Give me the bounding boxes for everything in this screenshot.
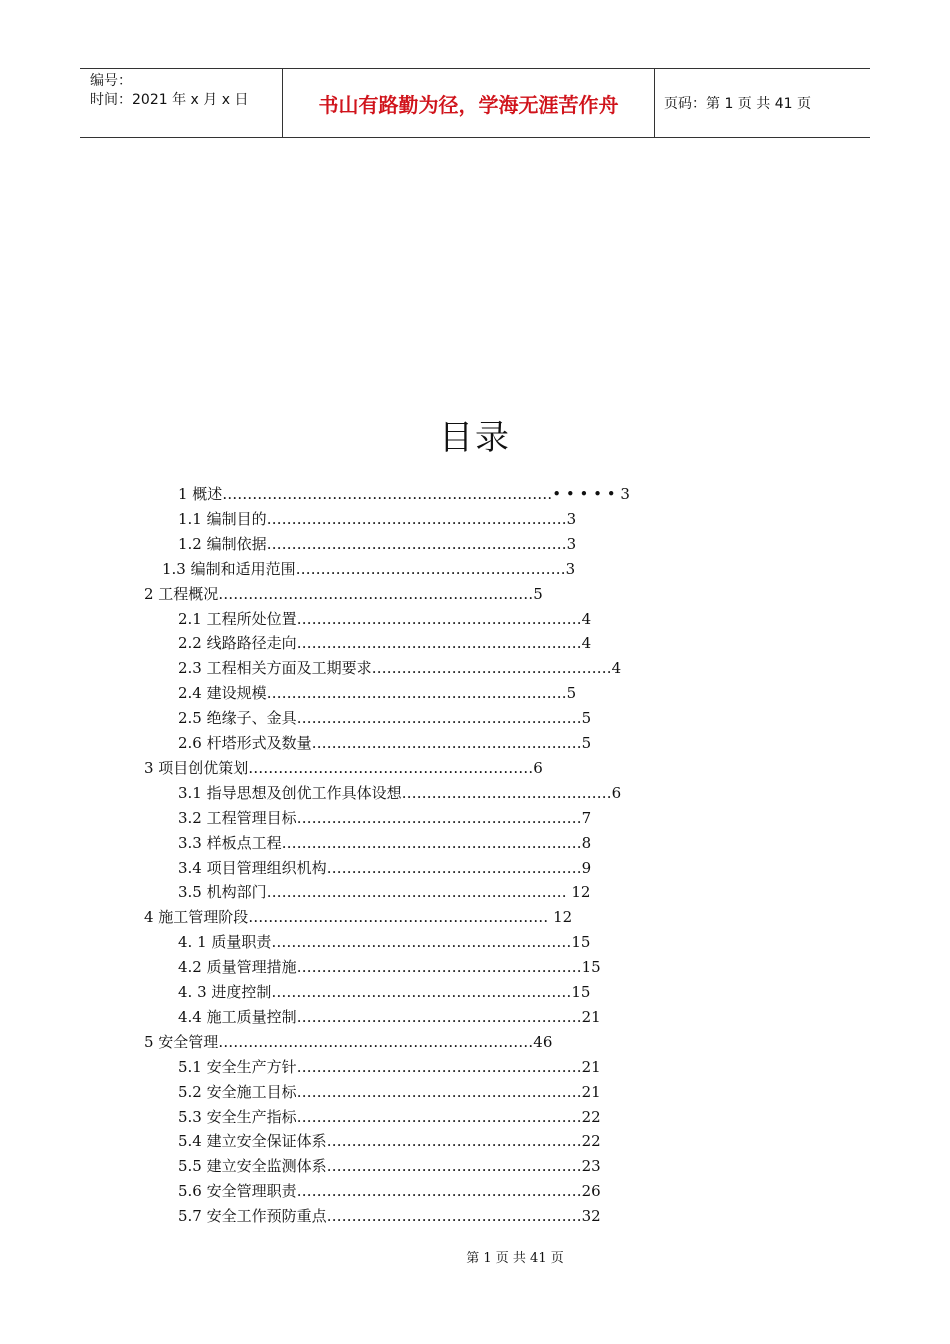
toc-entry[interactable]: 2.3 工程相关方面及工期要求…………………………………………4: [178, 659, 622, 677]
toc-entry[interactable]: 4. 3 进度控制……………………………………………………15: [178, 983, 591, 1001]
header-motto: 书山有路勤为径，学海无涯苦作舟: [282, 69, 655, 137]
header-number: 编号：: [90, 73, 132, 89]
header-meta: [80, 69, 282, 137]
toc-entry[interactable]: 5.2 安全施工目标…………………………………………………21: [178, 1083, 601, 1101]
toc-entry[interactable]: 1.1 编制目的……………………………………………………3: [178, 510, 577, 528]
page-footer: [0, 1247, 950, 1266]
toc-entry[interactable]: 5.3 安全生产指标…………………………………………………22: [178, 1108, 601, 1126]
toc-entry[interactable]: 4 施工管理阶段…………………………………………………… 12: [144, 908, 573, 926]
header-time: 时间：2021 年 x 月 x 日: [90, 92, 249, 108]
toc-entry[interactable]: 1 概述…………………………………………………………• • • • • 3: [178, 485, 630, 503]
toc-entry[interactable]: 5.1 安全生产方针…………………………………………………21: [178, 1058, 601, 1076]
page-header: [80, 68, 870, 138]
toc-entry[interactable]: 2.2 线路路径走向…………………………………………………4: [178, 634, 592, 652]
toc-entry[interactable]: 3.3 样板点工程……………………………………………………8: [178, 834, 592, 852]
toc-entry[interactable]: 2 工程概况………………………………………………………5: [144, 585, 543, 603]
toc-entry[interactable]: 4. 1 质量职责……………………………………………………15: [178, 933, 591, 951]
toc-entry[interactable]: 2.6 杆塔形式及数量………………………………………………5: [178, 734, 592, 752]
toc-entry[interactable]: 1.3 编制和适用范围………………………………………………3: [162, 560, 576, 578]
toc-entry[interactable]: 3.1 指导思想及创优工作具体设想……………………………………6: [178, 784, 622, 802]
document-title: 目录: [439, 418, 511, 458]
toc-entry[interactable]: 3.4 项目管理组织机构……………………………………………9: [178, 859, 592, 877]
toc-entry[interactable]: 2.4 建设规模……………………………………………………5: [178, 684, 577, 702]
toc-entry[interactable]: 5.7 安全工作预防重点……………………………………………32: [178, 1207, 601, 1225]
toc-entry[interactable]: 3.5 机构部门…………………………………………………… 12: [178, 883, 591, 901]
toc-entry[interactable]: 3 项目创优策划…………………………………………………6: [144, 759, 543, 777]
toc-entry[interactable]: 5.6 安全管理职责…………………………………………………26: [178, 1182, 601, 1200]
toc-entry[interactable]: 4.4 施工质量控制…………………………………………………21: [178, 1008, 601, 1026]
toc-entry[interactable]: 3.2 工程管理目标…………………………………………………7: [178, 809, 592, 827]
toc-entry[interactable]: 2.5 绝缘子、金具…………………………………………………5: [178, 709, 592, 727]
toc-entry[interactable]: 2.1 工程所处位置…………………………………………………4: [178, 610, 592, 628]
header-page-label: 页码：第 1 页 共 41 页: [664, 96, 811, 112]
toc-entry[interactable]: 4.2 质量管理措施…………………………………………………15: [178, 958, 601, 976]
toc-entry[interactable]: 1.2 编制依据……………………………………………………3: [178, 535, 577, 553]
toc-entry[interactable]: 5 安全管理………………………………………………………46: [144, 1033, 553, 1051]
footer-page-number: 第 1 页 共 41 页: [466, 1251, 564, 1266]
toc-entry[interactable]: 5.4 建立安全保证体系……………………………………………22: [178, 1132, 601, 1150]
toc-entry[interactable]: 5.5 建立安全监测体系……………………………………………23: [178, 1157, 601, 1175]
